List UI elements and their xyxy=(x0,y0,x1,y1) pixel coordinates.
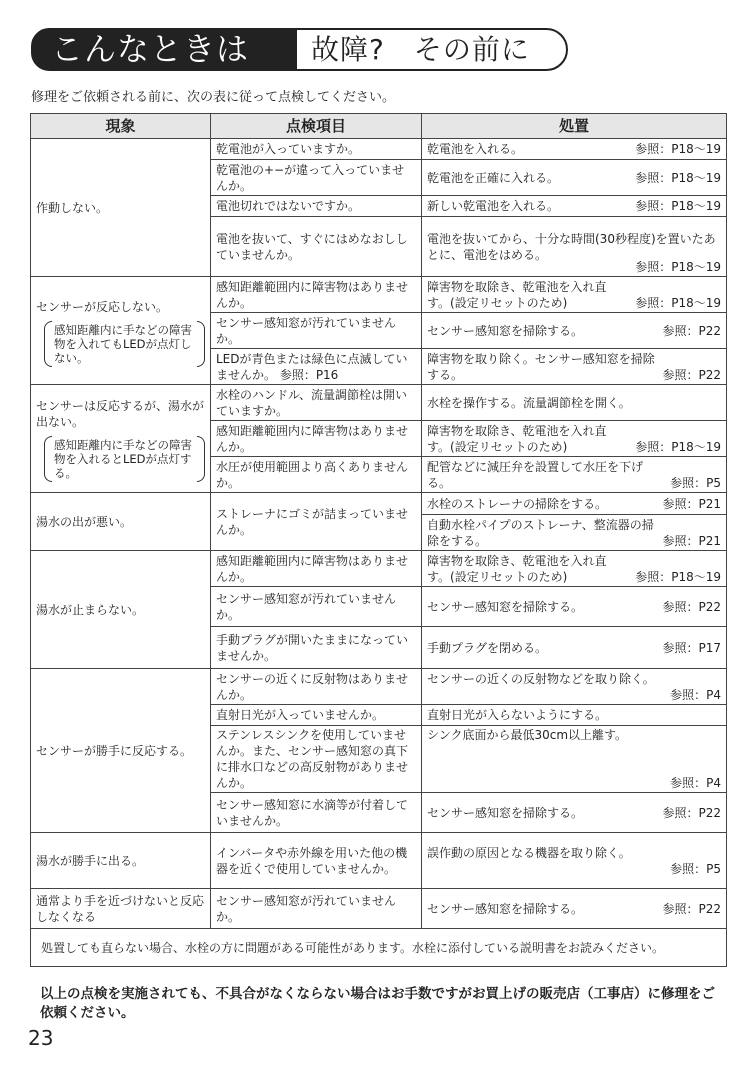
check-cell: インバータや赤外線を用いた他の機器を近くで使用していませんか。 xyxy=(211,833,422,889)
action-cell xyxy=(422,217,727,277)
table-row xyxy=(31,929,727,967)
table-row xyxy=(31,493,727,515)
action-text: シンク底面から最低30cm以上離す。 xyxy=(427,728,628,742)
phenomenon-cell: 湯水が勝手に出る。 xyxy=(31,833,211,889)
action-text: センサー感知窓を掃除する。 xyxy=(427,599,584,614)
phenomenon-cell: 通常より手を近づけないと反応しなくなる xyxy=(31,889,211,929)
table-row xyxy=(31,385,727,421)
action-cell xyxy=(422,493,727,515)
phenomenon-cell xyxy=(31,277,211,385)
action-text: 水栓のストレーナの掃除をする。 xyxy=(427,496,608,511)
check-cell: 水圧が使用範囲より高くありませんか。 xyxy=(211,457,422,493)
phenomenon-cell: 作動しない。 xyxy=(31,139,211,277)
phenomenon-cell xyxy=(31,385,211,493)
check-cell: センサー感知窓に水滴等が付着していませんか。 xyxy=(211,793,422,833)
action-text: 自動水栓パイプのストレーナ、整流器の掃除をする。 xyxy=(427,517,654,548)
check-cell: LEDが青色または緑色に点滅していませんか。 参照：P16 xyxy=(211,349,422,385)
action-text: 手動プラグを閉める。 xyxy=(427,640,548,655)
table-row xyxy=(31,669,727,705)
phenomenon-cell: センサーが勝手に反応する。 xyxy=(31,669,211,833)
action-cell xyxy=(422,669,727,705)
table-row xyxy=(31,833,727,889)
check-cell: 水栓のハンドル、流量調節栓は開いていますか。 xyxy=(211,385,422,421)
action-cell xyxy=(422,139,727,160)
action-text: 直射日光が入らないようにする。 xyxy=(427,708,608,722)
action-text: 配管などに減圧弁を設置して水圧を下げる。 xyxy=(427,459,644,490)
reference: 参照：P4 xyxy=(670,776,721,790)
reference: 参照：P22 xyxy=(662,599,721,614)
action-cell xyxy=(422,160,727,196)
table-row xyxy=(31,889,727,929)
check-cell: センサーの近くに反射物はありませんか。 xyxy=(211,669,422,705)
table-header-row xyxy=(31,114,727,139)
action-cell xyxy=(422,421,727,457)
intro-text: 修理をご依頼される前に、次の表に従って点検してください。 xyxy=(31,90,396,105)
reference: 参照：P18～19 xyxy=(635,199,721,213)
reference: 参照：P21 xyxy=(662,533,721,548)
reference: 参照：P18～19 xyxy=(635,170,721,185)
action-text: 新しい乾電池を入れる。 xyxy=(427,199,560,213)
troubleshooting-table xyxy=(30,113,727,967)
check-cell: センサー感知窓が汚れていませんか。 xyxy=(211,587,422,627)
reference: 参照：P18～19 xyxy=(635,260,721,274)
action-cell xyxy=(422,627,727,669)
check-cell: 直射日光が入っていませんか。 xyxy=(211,705,422,726)
action-cell xyxy=(422,457,727,493)
check-cell: センサー感知窓が汚れていませんか。 xyxy=(211,313,422,349)
header-check: 点検項目 xyxy=(211,114,422,139)
table-row xyxy=(31,139,727,160)
action-text: 乾電池を正確に入れる。 xyxy=(427,170,560,185)
phenomenon-note: 感知距離内に手などの障害物を入れるとLEDが点灯する。 xyxy=(44,438,205,480)
action-text: 障害物を取り除く。センサー感知窓を掃除する。 xyxy=(427,351,655,382)
reference: 参照：P18～19 xyxy=(635,295,721,310)
phenomenon-text: センサーは反応するが、湯水が出ない。 xyxy=(36,398,205,429)
check-cell: ステンレスシンクを使用していませんか。また、センサー感知窓の真下に排水口などの高反射物がありませんか。 xyxy=(211,726,422,793)
check-cell: 感知距離範囲内に障害物はありませんか。 xyxy=(211,421,422,457)
check-cell: 電池切れではないですか。 xyxy=(211,196,422,217)
table-row xyxy=(31,551,727,587)
action-text: センサーの近くの反射物などを取り除く。 xyxy=(427,671,655,686)
action-text: 水栓を操作する。流量調節栓を開く。 xyxy=(427,395,631,410)
action-cell xyxy=(422,726,727,793)
page-number: 23 xyxy=(28,1026,54,1050)
action-cell xyxy=(422,551,727,587)
check-cell: 手動プラグが開いたままになっていませんか。 xyxy=(211,627,422,669)
action-cell xyxy=(422,515,727,551)
reference: 参照：P18～19 xyxy=(635,569,721,584)
action-cell xyxy=(422,587,727,627)
action-cell xyxy=(422,277,727,313)
action-text: 障害物を取除き、乾電池を入れ直す。(設定リセットのため) xyxy=(427,279,607,310)
action-text: 乾電池を入れる。 xyxy=(427,142,524,156)
action-text: センサー感知窓を掃除する。 xyxy=(427,323,584,338)
phenomenon-cell: 湯水が止まらない。 xyxy=(31,551,211,669)
action-cell xyxy=(422,889,727,929)
action-cell xyxy=(422,313,727,349)
action-cell xyxy=(422,705,727,726)
phenomenon-text: センサーが反応しない。 xyxy=(36,299,169,314)
reference: 参照：P5 xyxy=(670,475,721,490)
header-action: 処置 xyxy=(422,114,727,139)
check-cell: 乾電池の+−が違って入っていませんか。 xyxy=(211,160,422,196)
check-cell: 乾電池が入っていますか。 xyxy=(211,139,422,160)
phenomenon-note: 感知距離内に手などの障害物を入れてもLEDが点灯しない。 xyxy=(44,323,205,365)
table-row xyxy=(31,277,727,313)
reference: 参照：P17 xyxy=(662,640,721,655)
action-cell xyxy=(422,833,727,889)
reference: 参照：P18～19 xyxy=(635,439,721,454)
final-note: 以上の点検を実施されても、不具合がなくならない場合はお手数ですがお買上げの販売店（工事店）に修理をご依頼ください。 xyxy=(40,986,715,1021)
action-text: 障害物を取除き、乾電池を入れ直す。(設定リセットのため) xyxy=(427,423,607,454)
action-cell xyxy=(422,196,727,217)
reference: 参照：P22 xyxy=(662,367,721,382)
check-cell: 電池を抜いて、すぐにはめなおししていませんか。 xyxy=(211,217,422,277)
action-cell xyxy=(422,385,727,421)
check-cell: ストレーナにゴミが詰まっていませんか。 xyxy=(211,493,422,551)
header-phenomenon: 現象 xyxy=(31,114,211,139)
reference: 参照：P22 xyxy=(662,901,721,916)
action-text: 電池を抜いてから、十分な時間(30秒程度)を置いたあとに、電池をはめる。 xyxy=(427,231,716,262)
check-cell: 感知距離範囲内に障害物はありませんか。 xyxy=(211,551,422,587)
action-text: 誤作動の原因となる機器を取り除く。 xyxy=(427,845,631,860)
reference: 参照：P22 xyxy=(662,805,721,820)
header-title: こんなときは xyxy=(31,28,297,71)
action-text: 障害物を取除き、乾電池を入れ直す。(設定リセットのため) xyxy=(427,553,607,584)
page-header xyxy=(31,28,568,73)
action-cell xyxy=(422,349,727,385)
header-subtitle: 故障? その前に xyxy=(311,33,530,66)
reference: 参照：P18～19 xyxy=(635,142,721,156)
check-cell: 感知距離範囲内に障害物はありませんか。 xyxy=(211,277,422,313)
action-text: センサー感知窓を掃除する。 xyxy=(427,901,584,916)
phenomenon-cell: 湯水の出が悪い。 xyxy=(31,493,211,551)
reference: 参照：P4 xyxy=(670,687,721,702)
action-cell xyxy=(422,793,727,833)
check-cell: センサー感知窓が汚れていませんか。 xyxy=(211,889,422,929)
reference: 参照：P22 xyxy=(662,323,721,338)
action-text: センサー感知窓を掃除する。 xyxy=(427,805,584,820)
table-footnote: 処置しても直らない場合、水栓の方に問題がある可能性があります。水栓に添付している説明書をお読みください。 xyxy=(31,929,727,967)
reference: 参照：P5 xyxy=(670,861,721,876)
reference: 参照：P21 xyxy=(662,496,721,511)
